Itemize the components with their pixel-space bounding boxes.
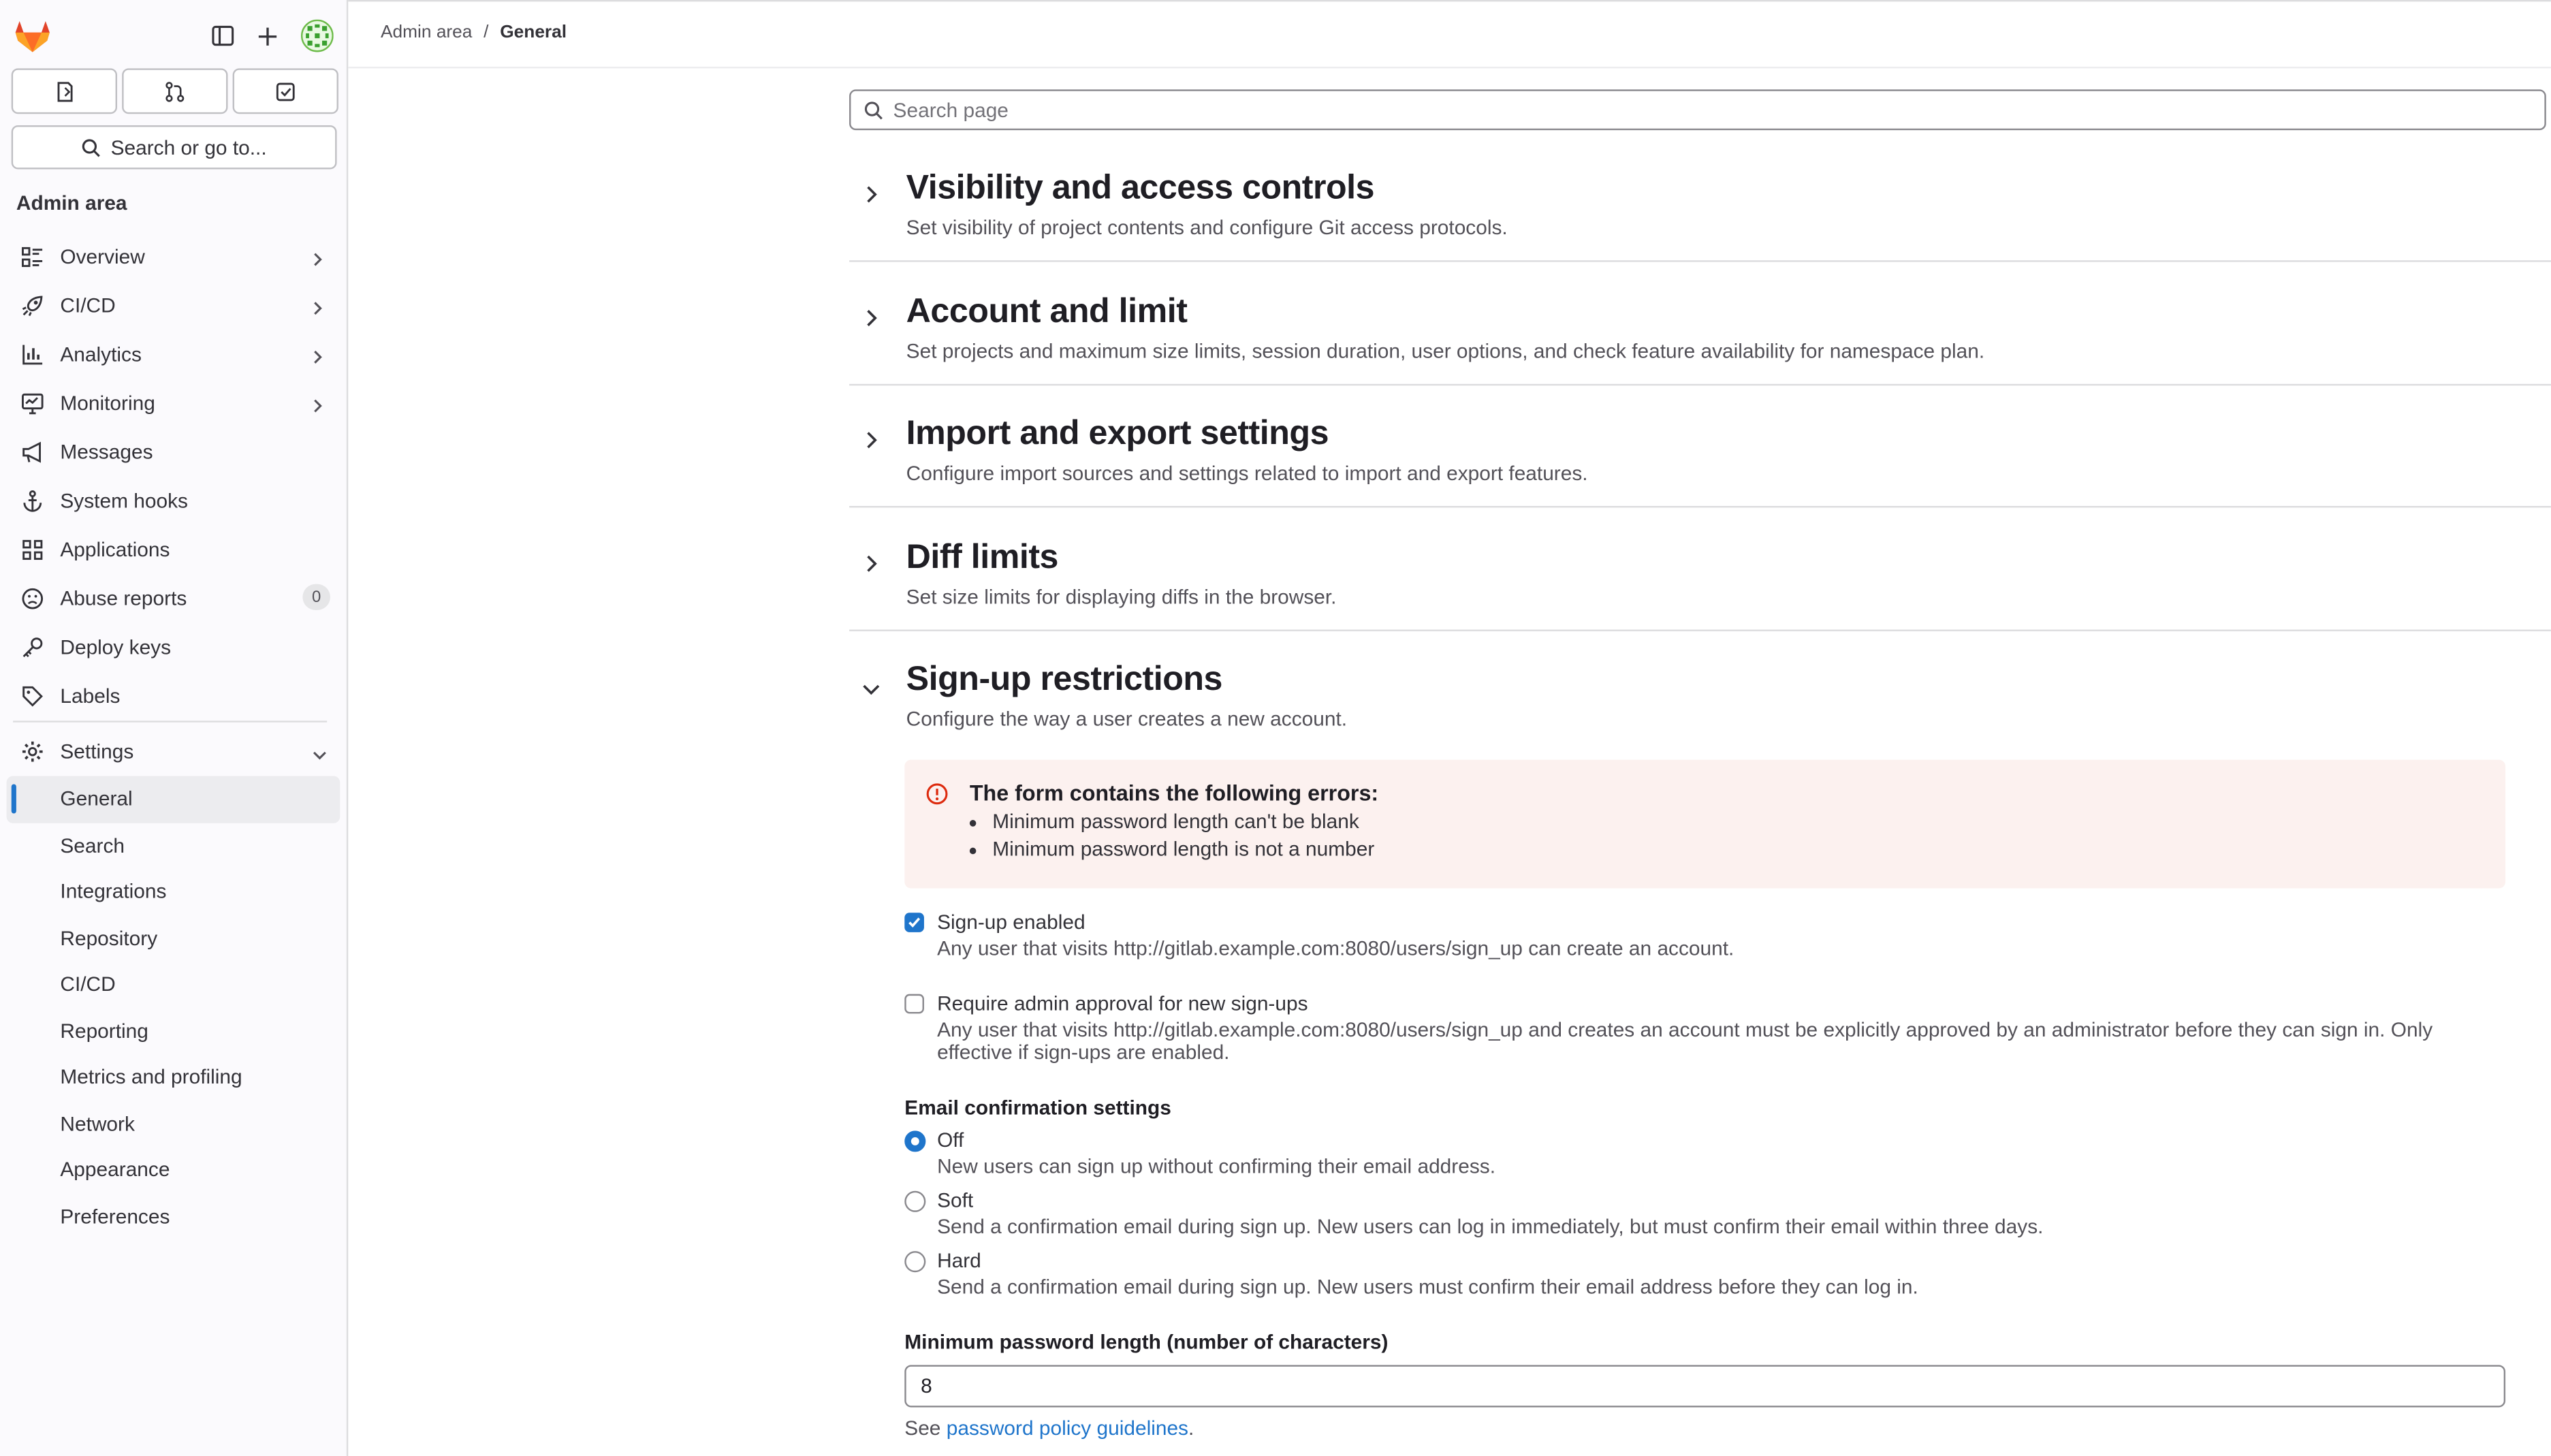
count-badge: 0 (302, 584, 330, 610)
sidebar-heading: Admin area (16, 191, 127, 215)
search-or-go-to-button[interactable] (12, 125, 337, 170)
sidebar-subitem-label: Search (60, 834, 125, 857)
error-item: • Minimum password length is not a number (992, 836, 1374, 864)
sidebar-item-label: Overview (60, 245, 145, 269)
sidebar-item-applications[interactable] (0, 526, 347, 575)
sidebar-subitem-label: Reporting (60, 1019, 148, 1043)
sidebar-item-labels[interactable] (0, 672, 347, 721)
gear-icon (21, 740, 44, 763)
check-icon (906, 915, 923, 931)
radio-label-hard[interactable]: Hard (937, 1249, 981, 1273)
breadcrumb-current[interactable]: General (500, 22, 567, 43)
sidebar-item-label: Deploy keys (60, 636, 172, 659)
plus-icon[interactable] (257, 25, 278, 46)
sidebar-item-deploy-keys[interactable] (0, 623, 347, 672)
period-text: . (1188, 1417, 1194, 1440)
password-policy-note (904, 1417, 1194, 1440)
email-confirmation-soft-radio[interactable] (904, 1191, 925, 1212)
sidebar-item-abuse-reports[interactable] (0, 574, 347, 623)
sidebar-subitem-appearance[interactable] (0, 1147, 347, 1193)
section-title[interactable]: Visibility and access controls (906, 169, 1375, 207)
rocket-icon (21, 294, 44, 317)
sidebar-item-settings[interactable] (0, 727, 347, 776)
sidebar-subitem-network[interactable] (0, 1101, 347, 1147)
section-description: Configure import sources and settings related to import and export features. (906, 462, 1588, 485)
page-search-input[interactable] (849, 89, 2546, 130)
sidebar-item-system-hooks[interactable] (0, 477, 347, 526)
todo-icon (275, 80, 296, 101)
sidebar-subitem-label: Repository (60, 927, 158, 950)
sidebar-subitem-search[interactable] (0, 823, 347, 869)
email-confirmation-label: Email confirmation settings (904, 1096, 1171, 1120)
section-description: Set visibility of project contents and configure Git access protocols. (906, 216, 1508, 240)
issues-button[interactable] (12, 68, 117, 114)
key-icon (21, 636, 44, 659)
overview-icon (21, 246, 44, 268)
radio-help-hard: Send a confirmation email during sign up. New users must confirm their email address before they can log in. (937, 1275, 1918, 1299)
sidebar-item-overview[interactable] (0, 233, 347, 282)
issues-icon (54, 80, 74, 101)
grid-icon (21, 539, 44, 561)
signup-enabled-label[interactable]: Sign-up enabled (937, 911, 1086, 934)
avatar[interactable] (301, 20, 334, 52)
breadcrumb-admin-area[interactable]: Admin area (381, 22, 473, 43)
radio-label-soft[interactable]: Soft (937, 1189, 974, 1212)
sidebar-subitem-label: Network (60, 1112, 135, 1135)
chevron-right-icon (313, 347, 324, 369)
sidebar-item-label: Abuse reports (60, 587, 187, 610)
error-item: • Minimum password length can't be blank (992, 808, 1374, 836)
chevron-right-icon (313, 298, 324, 320)
admin-approval-help: Any user that visits http://gitlab.example.com:8080/users/sign_up and creates an account must be explicitly approved by an administrator before they can sign in. Only effective if sign-ups are enabled. (937, 1018, 2433, 1064)
sidebar-subitem-label: Appearance (60, 1158, 170, 1182)
sidebar-item-monitoring[interactable] (0, 379, 347, 428)
sidebar (0, 0, 348, 1456)
search-icon (864, 100, 884, 120)
sidebar-subitem-reporting[interactable] (0, 1008, 347, 1054)
sidebar-nav (0, 233, 347, 1240)
min-password-value: 8 (921, 1374, 932, 1398)
sidebar-subitem-label: CI/CD (60, 973, 116, 996)
see-text: See (904, 1417, 941, 1440)
section-title[interactable]: Diff limits (906, 538, 1059, 576)
toggle-sidebar-icon[interactable] (212, 25, 234, 47)
page-search-placeholder: Search page (893, 98, 1009, 121)
section-description: Set projects and maximum size limits, session duration, user options, and check feature availability for namespace plan. (906, 340, 1985, 363)
signup-enabled-help: Any user that visits http://gitlab.example.com:8080/users/sign_up can create an account. (937, 937, 1734, 960)
chevron-down-icon (313, 744, 328, 766)
error-icon (925, 782, 948, 813)
sidebar-item-cicd[interactable] (0, 281, 347, 330)
sidebar-item-label: Monitoring (60, 392, 155, 415)
section-description: Set size limits for displaying diffs in the browser. (906, 586, 1337, 609)
anchor-icon (21, 490, 44, 512)
sidebar-subitem-preferences[interactable] (0, 1193, 347, 1239)
signup-enabled-checkbox[interactable] (904, 913, 924, 932)
sidebar-subitem-integrations[interactable] (0, 869, 347, 915)
chevron-right-icon (313, 249, 324, 272)
sidebar-item-label: System hooks (60, 490, 188, 513)
search-icon (82, 138, 101, 157)
breadcrumb (381, 22, 567, 42)
sidebar-item-label: Analytics (60, 343, 142, 366)
sidebar-item-label: Applications (60, 538, 170, 562)
breadcrumb-separator: / (484, 22, 489, 43)
sidebar-subitem-general[interactable] (7, 776, 340, 823)
sidebar-item-analytics[interactable] (0, 330, 347, 379)
merge-request-icon (164, 80, 185, 101)
sidebar-subitem-metrics[interactable] (0, 1054, 347, 1101)
radio-help-off: New users can sign up without confirming their email address. (937, 1155, 1496, 1178)
alert-title: The form contains the following errors: (969, 780, 1379, 806)
chevron-right-icon (313, 396, 324, 418)
chevron-right-icon[interactable] (866, 306, 878, 335)
min-password-input[interactable] (904, 1365, 2505, 1407)
admin-approval-checkbox[interactable] (904, 994, 924, 1014)
section-title[interactable]: Import and export settings (906, 415, 1329, 453)
search-or-go-to-label: Search or go to... (110, 136, 267, 159)
password-policy-link[interactable]: password policy guidelines (946, 1417, 1189, 1440)
sidebar-subitem-label: Integrations (60, 881, 167, 904)
section-description: Configure the way a user creates a new account. (906, 708, 1348, 731)
sidebar-item-label: CI/CD (60, 294, 116, 317)
email-confirmation-hard-radio[interactable] (904, 1251, 925, 1272)
monitor-icon (21, 392, 44, 415)
sidebar-item-label: Labels (60, 684, 121, 708)
section-title[interactable]: Sign-up restrictions (906, 660, 1222, 698)
sidebar-item-label: Settings (60, 740, 134, 763)
chevron-right-icon[interactable] (866, 428, 878, 457)
sidebar-subitem-cicd[interactable] (0, 962, 347, 1008)
radio-help-soft: Send a confirmation email during sign up. New users can log in immediately, but must confirm their email within three days. (937, 1215, 2044, 1239)
chevron-right-icon[interactable] (866, 183, 878, 212)
merge-requests-button[interactable] (122, 68, 227, 114)
todos-button[interactable] (233, 68, 338, 114)
sidebar-subitem-label: Preferences (60, 1205, 170, 1229)
gitlab-logo-icon[interactable] (13, 16, 52, 55)
section-title[interactable]: Account and limit (906, 293, 1188, 330)
chevron-down-icon[interactable] (862, 675, 880, 704)
chevron-right-icon[interactable] (866, 552, 878, 581)
megaphone-icon (21, 441, 44, 463)
error-alert (904, 760, 2505, 889)
admin-approval-label[interactable]: Require admin approval for new sign-ups (937, 992, 1308, 1015)
email-confirmation-off-radio[interactable] (904, 1130, 925, 1152)
sidebar-item-label: Messages (60, 441, 153, 464)
sidebar-subitem-repository[interactable] (0, 915, 347, 962)
label-icon (21, 685, 44, 708)
chart-icon (21, 343, 44, 366)
error-list (970, 808, 1374, 864)
min-password-label: Minimum password length (number of characters) (904, 1331, 1389, 1354)
sidebar-subitem-label: General (60, 787, 133, 811)
sidebar-subitem-label: Metrics and profiling (60, 1066, 242, 1089)
sidebar-item-messages[interactable] (0, 428, 347, 477)
radio-label-off[interactable]: Off (937, 1128, 964, 1152)
sad-face-icon (21, 587, 44, 610)
